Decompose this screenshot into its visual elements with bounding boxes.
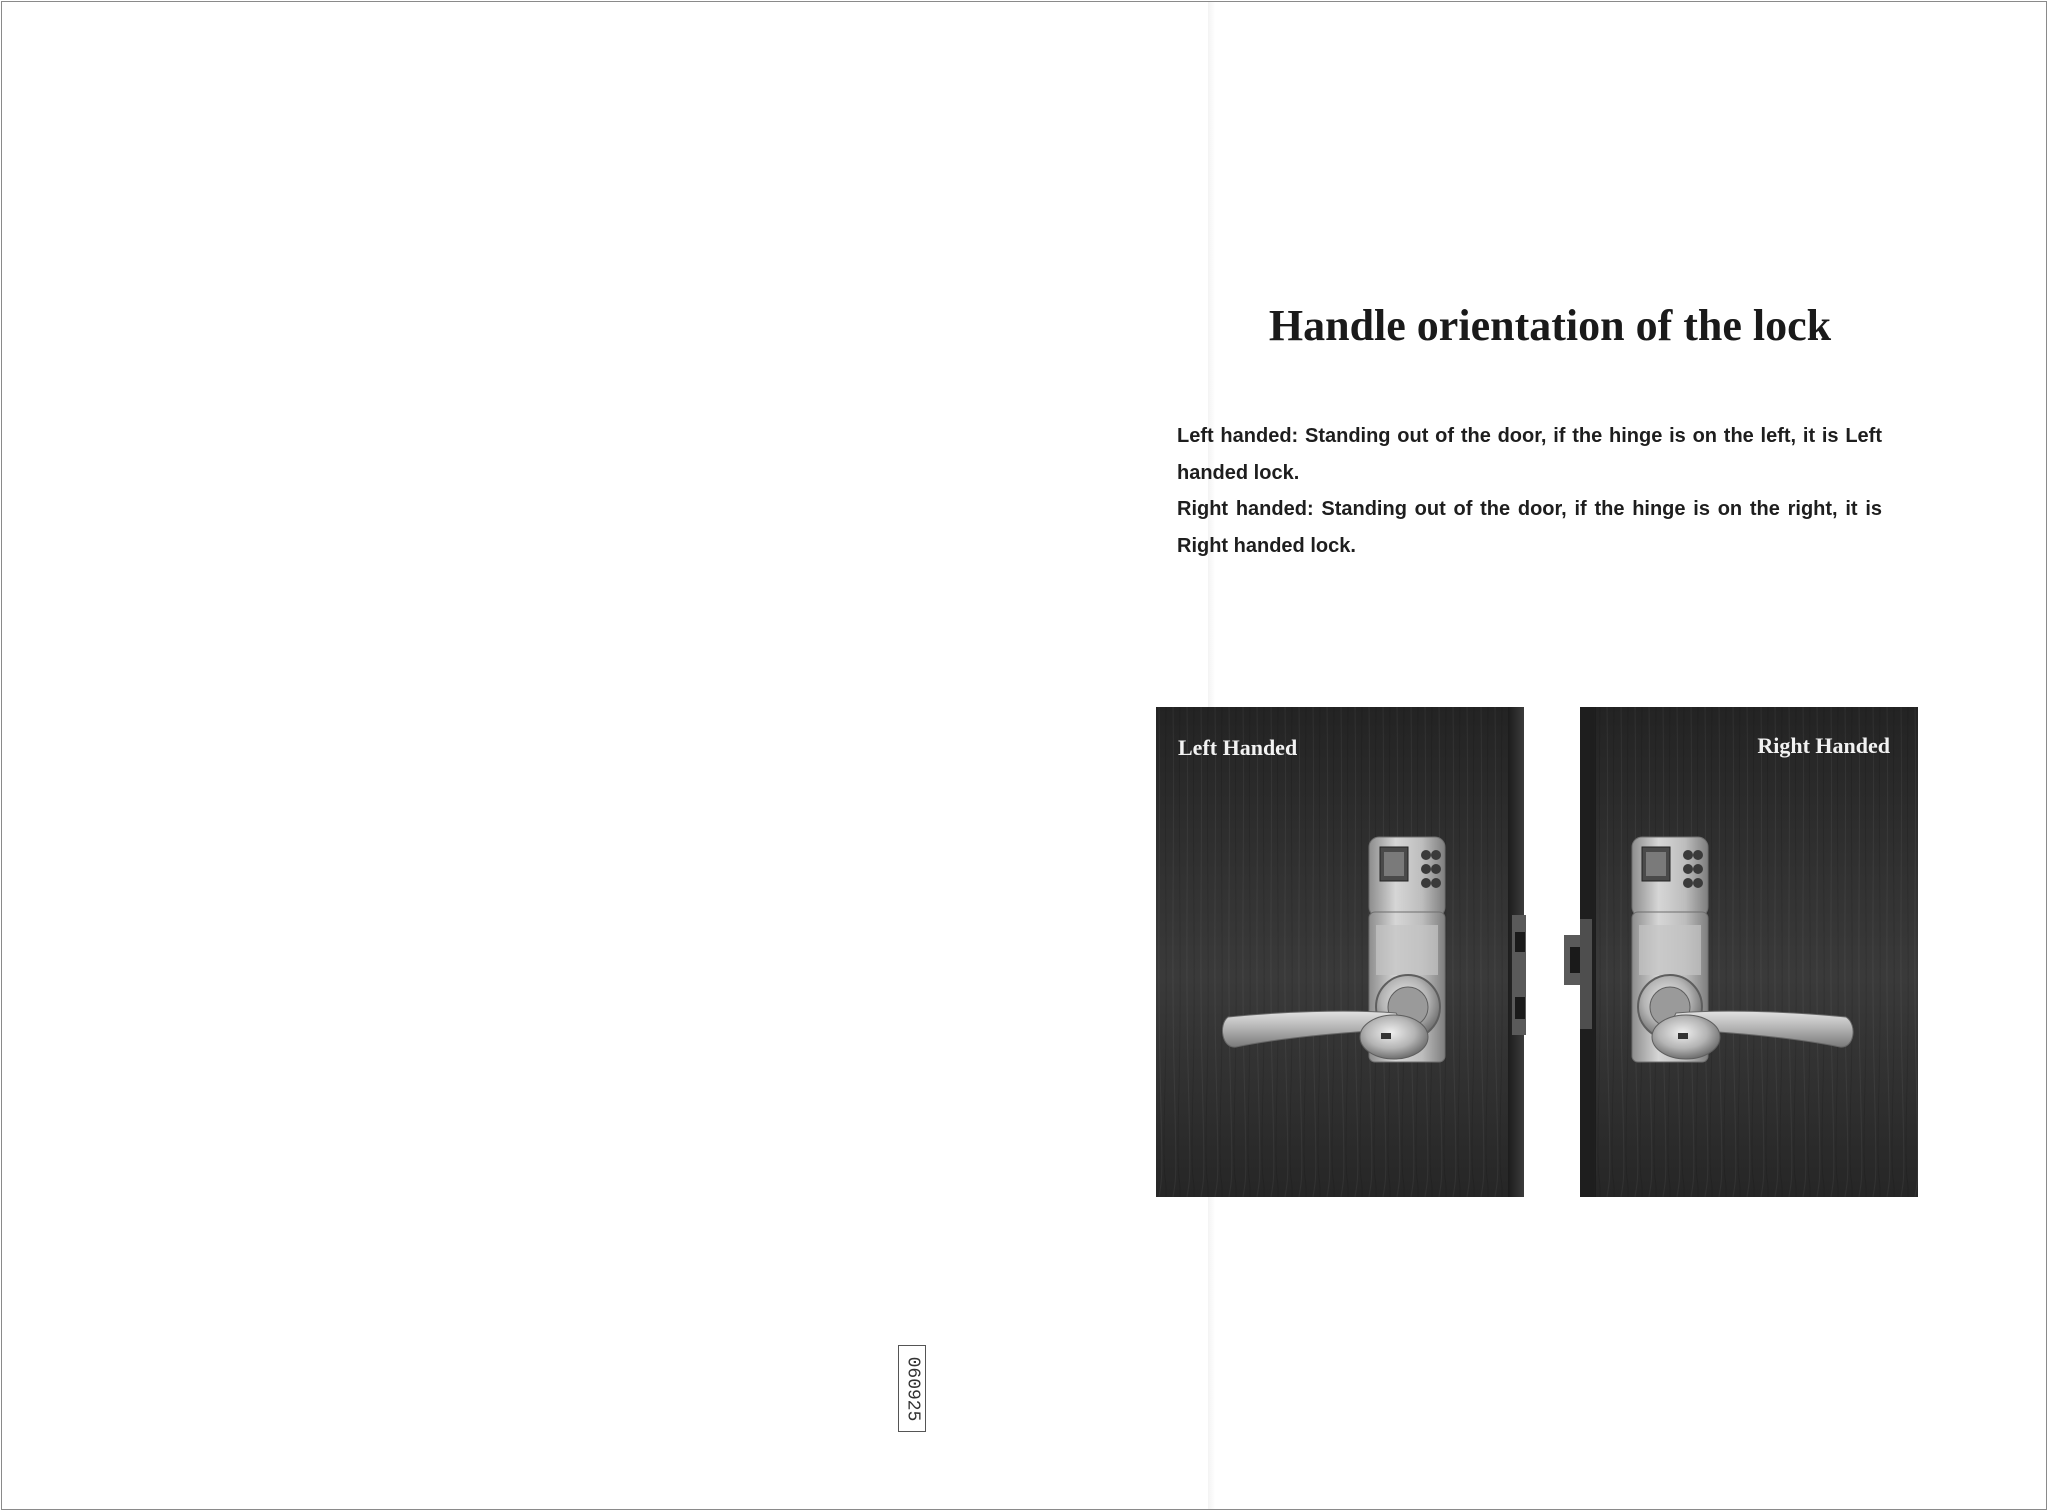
right-handed-label: Right Handed (1757, 733, 1890, 758)
serial-number: 060925 (902, 1356, 922, 1421)
left-handed-description: Left handed: Standing out of the door, if the hinge is on the left, it is Left handed lock. (1177, 425, 1882, 484)
lock-orientation-photos (1156, 707, 1918, 1197)
serial-number-box (898, 1345, 926, 1432)
right-door-photo (1564, 707, 1918, 1197)
page-title: Handle orientation of the lock (1268, 301, 1832, 350)
description (1177, 418, 1882, 564)
right-handed-description: Right handed: Standing out of the door, if the hinge is on the right, it is Right handed lock. (1177, 498, 1882, 557)
left-handed-label: Left Handed (1178, 735, 1298, 760)
left-door-photo (1156, 707, 1526, 1197)
